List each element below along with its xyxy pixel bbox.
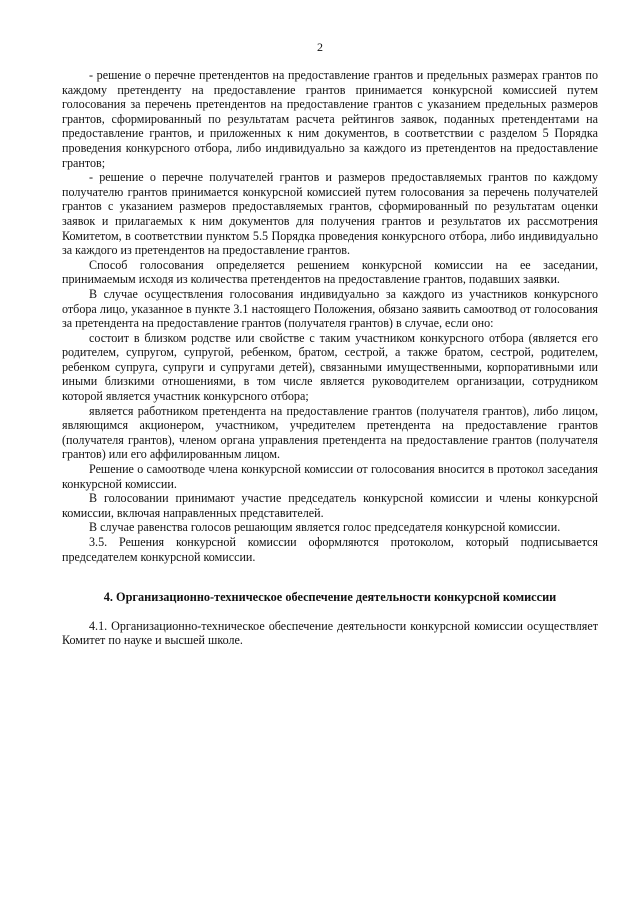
paragraph-recusal-kinship: состоит в близком родстве или свойстве с таким участником конкурсного отбора (является его родителем, супругом, супругой, ребенком, братом, сестрой, а также братом, сестрой, родителем, ребенком супруга, супруги и супругами детей), связанными имущественными, корпоративными или иными близкими отношениями, в том числе является руководителем организации, сотрудником которой является участник конкурсного отбора; [62,330,598,404]
paragraph-protocol-3-5: 3.5. Решения конкурсной комиссии оформляются протоколом, который подписывается председателем конкурсной комиссии. [62,535,598,564]
paragraph-self-recusal: В случае осуществления голосования индивидуально за каждого из участников конкурсного отбора лицо, указанное в пункте 3.1 настоящего Положения, обязано заявить самоотвод от голосования за претендента на предоставление грантов (получателя грантов) в случае, если оно: [62,286,598,331]
page-number: 2 [317,40,323,54]
paragraph-4-1: 4.1. Организационно-техническое обеспечение деятельности конкурсной комиссии осуществляет Комитет по науке и высшей школе. [62,618,598,648]
paragraph-voting-participants: В голосовании принимают участие председатель конкурсной комиссии и члены конкурсной комиссии, включая направленных представителей. [62,491,598,520]
paragraph-recusal-protocol: Решение о самоотводе члена конкурсной комиссии от голосования вносится в протокол заседания конкурсной комиссии. [62,462,598,491]
paragraph-recusal-employee: является работником претендента на предоставление грантов (получателя грантов), либо лицом, являющимся акционером, участником, учредителем претендента на предоставление грантов (получателя грантов), членом органа управления претендента на предоставление грантов (получателя грантов) или его аффилированным лицом. [62,403,598,462]
document-body [62,68,598,648]
paragraph-voting-method: Способ голосования определяется решением конкурсной комиссии на ее заседании, принимаемым исходя из количества претендентов на предоставление грантов, подавших заявки. [62,257,598,287]
paragraph-tie-vote: В случае равенства голосов решающим является голос председателя конкурсной комиссии. [89,520,561,535]
paragraph-decision-applicants: - решение о перечне претендентов на предоставление грантов и предельных размерах грантов по каждому претенденту на предоставление грантов принимается конкурсной комиссией путем голосования за перечень претендентов на предоставление грантов с указанием предельных размеров грантов, сформированный по результатам расчета рейтингов заявок, поданных претендентами на предоставление грантов, и приложенных к ним документов, в соответствии с разделом 5 Порядка проведения конкурсного отбора, либо индивидуально за каждого из претендентов на предоставление грантов; [62,68,598,170]
paragraph-decision-recipients: - решение о перечне получателей грантов и размеров предоставляемых грантов по каждому получателю грантов принимается конкурсной комиссией путем голосования за перечень получателей грантов с указанием размеров предоставляемых грантов, сформированный по результатам оценки заявок и прилагаемых к ним документов для получения грантов и результатов их рассмотрения Комитетом, в соответствии пунктом 5.5 Порядка проведения конкурсного отбора, либо индивидуально за каждого из претендентов на предоставление грантов. [62,170,598,258]
section-heading: 4. Организационно-техническое обеспечение деятельности конкурсной комиссии [103,590,557,605]
